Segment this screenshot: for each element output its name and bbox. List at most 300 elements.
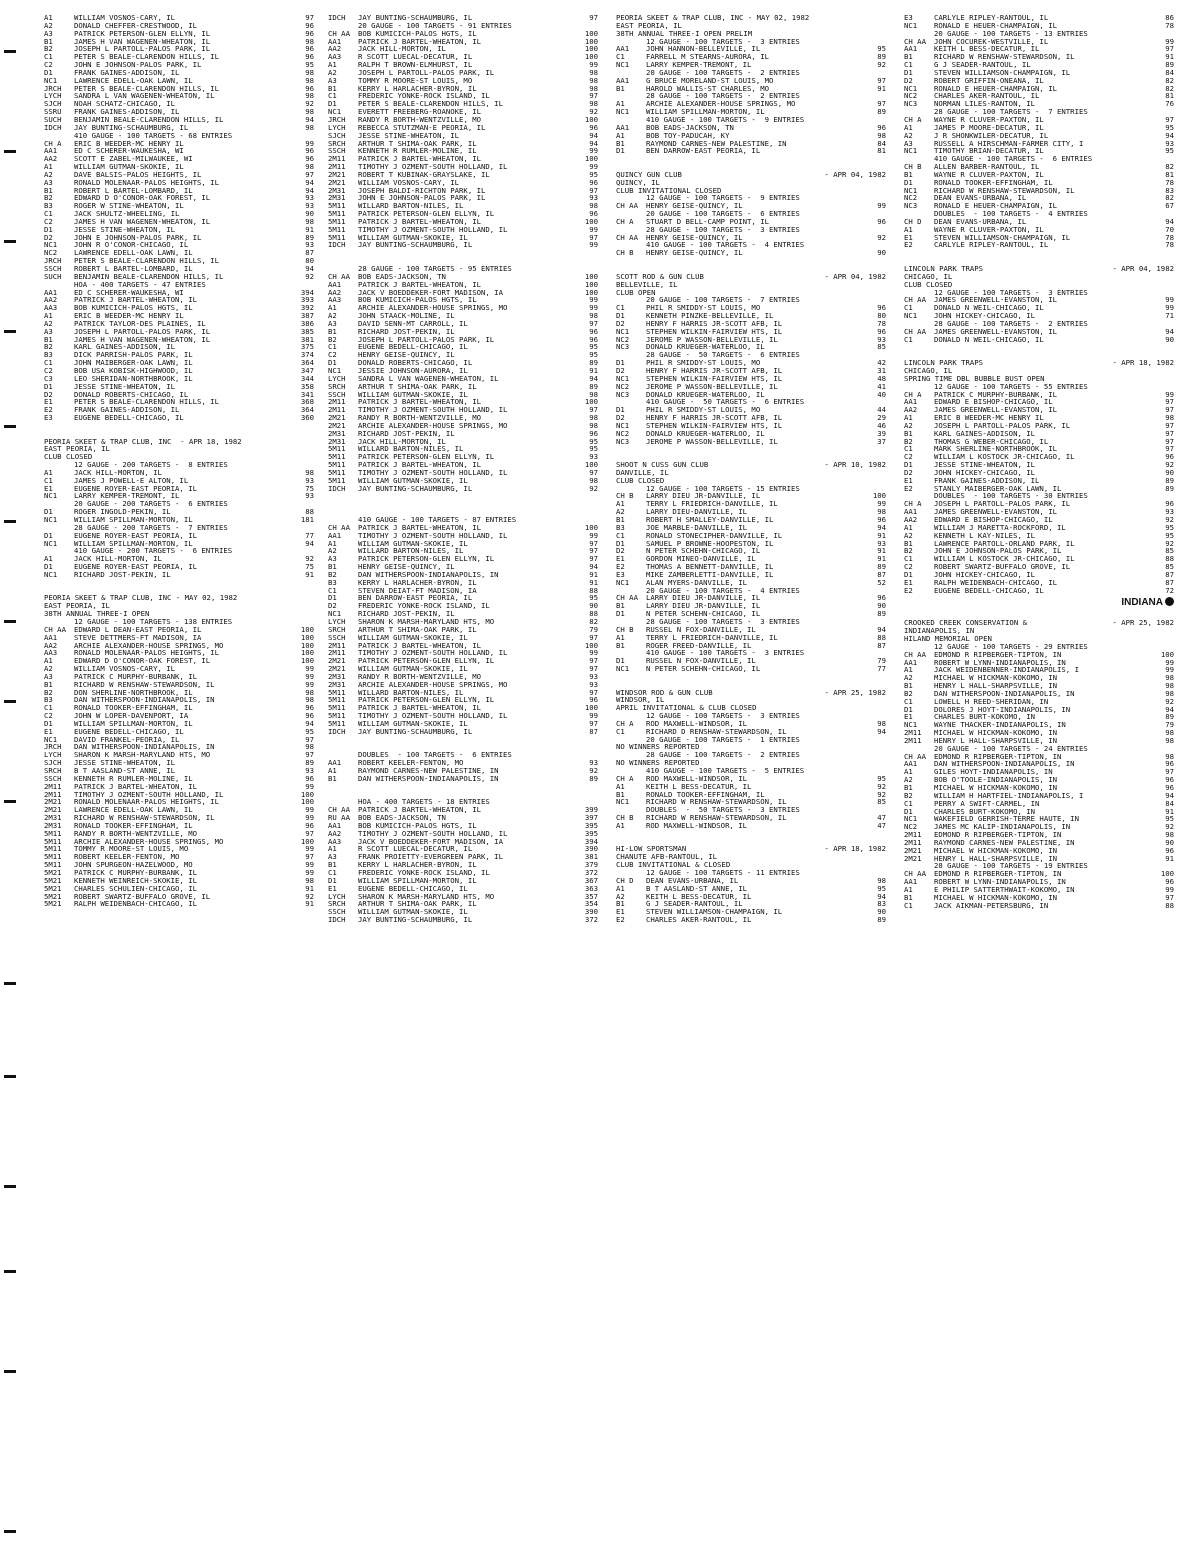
shooter-name: ARCHIE ALEXANDER-HOUSE SPRINGS, MO — [358, 680, 508, 689]
event-heading-text: 12 GAUGE - 100 TARGETS - 3 ENTRIES — [646, 712, 800, 720]
result-row — [904, 540, 1174, 548]
result-class: JRCH — [44, 84, 62, 93]
result-score: 79 — [1165, 721, 1174, 730]
result-row — [328, 845, 598, 853]
result-class: E2 — [904, 586, 913, 595]
result-class: A2 — [904, 776, 913, 784]
shooter-name: WILLIAM GUTMAN-SKOKIE, IL — [358, 233, 468, 242]
result-score: 93 — [877, 335, 886, 344]
result-class: C1 — [328, 586, 337, 595]
result-score: 90 — [1165, 838, 1174, 847]
shooter-name: STEVEN DEIAT-FT MADISON, IA — [358, 586, 477, 595]
result-row — [904, 651, 1174, 659]
result-row — [904, 69, 1174, 77]
shooter-name: LARRY DIEU JR-DANVILLE, IL — [646, 492, 761, 501]
result-class: NC1 — [616, 421, 630, 430]
shooter-name: TIMOTHY J OZMENT-SOUTH HOLLAND, IL — [358, 225, 508, 234]
result-score: 87 — [877, 641, 886, 650]
result-row — [904, 831, 1174, 839]
result-score: 98 — [305, 92, 314, 101]
result-score: 82 — [1165, 76, 1174, 85]
result-row — [44, 187, 314, 195]
result-row — [616, 438, 886, 446]
shooter-name: FRANK GAINES-ADDISON, IL — [74, 68, 180, 77]
result-score: 96 — [877, 123, 886, 132]
club-heading — [616, 469, 886, 477]
result-score: 94 — [877, 727, 886, 736]
result-score: 87 — [589, 727, 598, 736]
result-row — [904, 53, 1174, 61]
result-score: 88 — [305, 508, 314, 516]
event-heading-text: DOUBLES - 100 TARGETS - 4 ENTRIES — [934, 210, 1088, 218]
shooter-name: DONALD KRUEGER-WATERLOO, IL — [646, 343, 765, 352]
shooter-name: RICHARD W RENSHAW-STEWARDSON, IL — [646, 798, 787, 807]
result-row — [904, 461, 1174, 469]
event-heading-text: 410 GAUGE - 100 TARGETS - 4 ENTRIES — [646, 241, 805, 250]
result-class: E2 — [616, 916, 625, 924]
result-score: 98 — [305, 217, 314, 226]
result-class: 5M21 — [44, 884, 62, 893]
result-row — [616, 108, 886, 116]
result-class: SSCH — [328, 147, 346, 156]
result-class: IDCH — [44, 123, 62, 132]
shooter-name: STANLY MAIBERGER-OAK LAWN, IL — [934, 484, 1062, 493]
result-class: SSCH — [328, 908, 346, 917]
result-score: 97 — [589, 555, 598, 564]
event-heading — [328, 798, 598, 806]
result-row — [328, 108, 598, 116]
result-class: NC1 — [616, 798, 630, 807]
result-row — [904, 312, 1174, 320]
result-row — [44, 492, 314, 500]
result-row — [328, 563, 598, 571]
shooter-name: PATRICK PETERSON-GLEN ELLYN, IL — [358, 555, 495, 564]
result-row — [616, 367, 886, 375]
result-score: 90 — [1165, 468, 1174, 477]
shooter-name: PATRICK C MURPHY-BURBANK, IL — [934, 390, 1058, 399]
result-row — [328, 775, 598, 783]
event-heading-text: 410 GAUGE - 100 TARGETS - 9 ENTRIES — [646, 115, 805, 124]
event-heading — [328, 751, 598, 759]
result-row — [616, 814, 886, 822]
result-row — [904, 469, 1174, 477]
event-heading — [44, 281, 314, 289]
shooter-name: WILLARD BARTON-NILES, IL — [358, 202, 464, 211]
shooter-name: PATRICK J BARTEL-WHEATON, IL — [74, 782, 198, 791]
result-class: NC1 — [616, 374, 630, 383]
result-class: 5M11 — [328, 453, 346, 462]
result-class: NC1 — [904, 186, 918, 195]
result-class: D1 — [44, 68, 53, 77]
result-row — [328, 30, 598, 38]
result-class: B1 — [904, 539, 913, 548]
result-class: B1 — [616, 602, 625, 611]
result-score: 88 — [589, 610, 598, 618]
result-row — [904, 555, 1174, 563]
result-score: 100 — [300, 657, 314, 666]
result-class: 2M31 — [328, 672, 346, 681]
shooter-name: RICHARD W RENSHAW-STEWARDSON, IL — [934, 186, 1075, 195]
shooter-name: BEN DARROW-EAST PEORIA, IL — [358, 594, 473, 603]
event-heading-text: 410 GAUGE - 100 TARGETS - 68 ENTRIES — [74, 131, 233, 140]
event-heading — [616, 869, 886, 877]
shooter-name: TOMMY R MOORE-ST LOUIS, MO — [74, 845, 189, 854]
result-class: C2 — [328, 351, 337, 360]
result-row — [328, 806, 598, 814]
result-row — [44, 649, 314, 657]
result-row — [616, 900, 886, 908]
result-score: 94 — [305, 539, 314, 548]
result-row — [44, 759, 314, 767]
result-class: 2M21 — [904, 846, 922, 855]
result-score: 89 — [877, 610, 886, 618]
result-score: 390 — [584, 845, 598, 854]
shooter-name: PATRICK PETERSON-GLEN ELLYN, IL — [358, 696, 495, 705]
shooter-name: DONALD CHEFFER-CRESTWOOD, IL — [74, 21, 198, 30]
result-row — [328, 147, 598, 155]
result-score: 385 — [300, 327, 314, 336]
result-class: D1 — [44, 719, 53, 728]
spacer — [44, 430, 314, 438]
result-score: 379 — [584, 861, 598, 869]
result-row — [904, 682, 1174, 690]
result-score: 93 — [589, 194, 598, 203]
result-class: 2M21 — [328, 665, 346, 673]
result-row — [904, 116, 1174, 124]
shooter-name: KENNETH PINZKE-BELLEVILLE, IL — [646, 312, 774, 320]
result-row — [328, 61, 598, 69]
result-score: 99 — [1165, 304, 1174, 313]
result-row — [328, 610, 598, 618]
result-score: 92 — [877, 782, 886, 791]
result-class: A2 — [904, 131, 913, 140]
result-score: 99 — [877, 500, 886, 509]
result-row — [904, 194, 1174, 202]
result-score: 93 — [1165, 508, 1174, 516]
event-heading-text: 28 GAUGE - 100 TARGETS - 3 ENTRIES — [646, 225, 800, 234]
shooter-name: BENJAMIN BEALE-CLARENDON HILLS, IL — [74, 115, 224, 124]
result-class: CH A — [616, 719, 634, 728]
result-class: 5M11 — [328, 696, 346, 705]
result-score: 98 — [589, 68, 598, 77]
shooter-name: PATRICK J BARTEL-WHEATON, IL — [358, 704, 482, 713]
result-score: 97 — [589, 14, 598, 22]
event-heading-text: 410 GAUGE - 100 TARGETS - 3 ENTRIES — [646, 649, 805, 658]
result-row — [904, 226, 1174, 234]
result-class: D1 — [328, 359, 337, 367]
result-score: 99 — [305, 861, 314, 869]
result-row — [616, 45, 886, 53]
result-row — [904, 171, 1174, 179]
result-row — [328, 69, 598, 77]
club-heading — [904, 627, 1174, 635]
result-row — [904, 234, 1174, 242]
shooter-name: B T AASLAND-ST ANNE, IL — [74, 767, 176, 775]
result-class: B1 — [616, 516, 625, 524]
result-class: SSCH — [328, 390, 346, 399]
result-class: SRCH — [328, 625, 346, 634]
shooter-name: HENRY F HARRIS JR-SCOTT AFB, IL — [646, 319, 783, 328]
result-class: D2 — [904, 468, 913, 477]
result-score: 89 — [877, 53, 886, 62]
event-heading — [616, 351, 886, 359]
result-class: C1 — [904, 335, 913, 344]
shooter-name: JACK SHULTZ-WHEELING, IL — [74, 210, 180, 218]
result-row — [328, 822, 598, 830]
result-row — [328, 351, 598, 359]
result-row — [44, 877, 314, 885]
result-row — [616, 336, 886, 344]
shooter-name: EUGENE BEDELL-CHICAGO, IL — [74, 414, 184, 422]
event-heading — [44, 500, 314, 508]
result-class: C1 — [328, 92, 337, 101]
result-score: 94 — [305, 186, 314, 195]
shooter-name: JACK HILL-MORTON, IL — [358, 437, 446, 446]
shooter-name: EDWARD E BISHOP-CHICAGO, IL — [934, 398, 1053, 407]
event-heading-text: 20 GAUGE - 100 TARGETS - 6 ENTRIES — [646, 210, 800, 218]
event-heading — [616, 806, 886, 814]
shooter-name: JOSEPH L PARTOLL-PALOS PARK, IL — [74, 45, 211, 54]
club-heading — [616, 696, 886, 704]
result-class: SSRU — [44, 108, 62, 116]
result-row — [616, 312, 886, 320]
event-heading-text: 20 GAUGE - 100 TARGETS - 2 ENTRIES — [646, 68, 800, 77]
result-row — [44, 30, 314, 38]
result-class: D2 — [616, 366, 625, 375]
event-heading-text: 20 GAUGE - 100 TARGETS - 24 ENTRIES — [934, 744, 1088, 753]
spacer — [328, 743, 598, 751]
result-score: 89 — [305, 759, 314, 767]
club-heading-text: CROOKED CREEK CONSERVATION & — [904, 619, 1028, 628]
shooter-name: FREDERIC YONKE-ROCK ISLAND, IL — [358, 92, 490, 101]
result-class: B1 — [904, 53, 913, 62]
shooter-name: EUGENE BEDELL-CHICAGO, IL — [74, 727, 184, 736]
result-score: 89 — [877, 916, 886, 924]
result-class: 2M31 — [328, 437, 346, 446]
result-class: B2 — [44, 45, 53, 54]
shooter-name: PETER S BEALE-CLARENDON HILLS, IL — [74, 398, 219, 407]
shooter-name: DONALD ROBERTS-CHICAGO, IL — [358, 359, 473, 367]
shooter-name: PETER S BEALE-CLARENDON HILLS, IL — [74, 257, 219, 265]
result-row — [616, 320, 886, 328]
result-row — [44, 320, 314, 328]
result-class: 2M31 — [328, 186, 346, 195]
shooter-name: PATRICK TAYLOR-DES PLAINES, IL — [74, 319, 206, 328]
result-row — [328, 281, 598, 289]
event-heading — [44, 132, 314, 140]
shooter-name: JACK V BOEDDEKER-FORT MADISON, IA — [358, 837, 503, 846]
event-heading — [616, 736, 886, 744]
result-class: NC2 — [616, 429, 630, 438]
result-class: C1 — [44, 704, 53, 713]
result-row — [904, 45, 1174, 53]
result-score: 80 — [877, 312, 886, 320]
result-score: 96 — [305, 704, 314, 713]
result-score: 92 — [305, 100, 314, 109]
result-class: B2 — [904, 547, 913, 556]
result-class: A3 — [328, 555, 337, 564]
result-class: SSCH — [328, 633, 346, 642]
result-row — [616, 359, 886, 367]
result-score: 93 — [589, 672, 598, 681]
result-class: AA1 — [904, 658, 918, 667]
result-score: 99 — [305, 845, 314, 854]
result-score: 375 — [300, 343, 314, 352]
result-score: 98 — [305, 37, 314, 46]
event-heading — [616, 116, 886, 124]
result-row — [44, 155, 314, 163]
result-class: AA1 — [328, 531, 342, 540]
result-row — [616, 610, 886, 618]
result-class: D2 — [616, 414, 625, 422]
shooter-name: RUSSEL N FOX-DANVILLE, IL — [646, 625, 756, 634]
shooter-name: JESSE STINE-WHEATON, IL — [74, 382, 176, 391]
result-score: 98 — [589, 421, 598, 430]
result-class: CH AA — [328, 523, 350, 532]
event-heading-text: HOA - 400 TARGETS - 18 ENTRIES — [358, 798, 490, 807]
shooter-name: DAN WITHERSPOON-INDIANAPOLIS, IN — [358, 774, 499, 783]
shooter-name: JAY BUNTING-SCHAUMBURG, IL — [358, 916, 473, 924]
shooter-name: G BRUCE MORELAND-ST LOUIS, MO — [646, 76, 774, 85]
result-score: 90 — [1165, 335, 1174, 344]
result-row — [44, 736, 314, 744]
results-column-3 — [616, 14, 886, 924]
shooter-name: EDMOND R RIPBERGER-TIPTON, IN — [934, 870, 1062, 879]
result-class: NC1 — [904, 312, 918, 320]
result-row — [44, 540, 314, 548]
shooter-name: JACK HILL-MORTON, IL — [74, 468, 162, 477]
result-row — [904, 713, 1174, 721]
result-row — [904, 706, 1174, 714]
result-row — [328, 155, 598, 163]
result-class: D1 — [328, 594, 337, 603]
result-row — [328, 38, 598, 46]
result-class: 2M21 — [328, 178, 346, 187]
club-heading — [616, 179, 886, 187]
shooter-name: JOSEPH L PARTOLL-PALOS PARK, IL — [358, 335, 495, 344]
shooter-name: FRANK PROIETTY-EVERGREEN PARK, IL — [358, 853, 503, 862]
result-row — [328, 359, 598, 367]
result-class: B2 — [328, 570, 337, 579]
club-heading — [44, 445, 314, 453]
event-heading — [616, 194, 886, 202]
result-row — [44, 312, 314, 320]
result-class: CH A — [616, 217, 634, 226]
shooter-name: MICHAEL W HICKMAN-KOKOMO, IN — [934, 846, 1058, 855]
result-row — [44, 359, 314, 367]
shooter-name: STEVEN WILLIAMSON-CHAMPAIGN, IL — [646, 908, 783, 917]
result-score: 97 — [589, 539, 598, 548]
result-class: CH AA — [904, 37, 926, 46]
result-class: 2M21 — [328, 414, 346, 422]
result-class: 5M11 — [44, 861, 62, 869]
shooter-name: JEROME P WASSON-BELLEVILLE, IL — [646, 382, 778, 391]
result-row — [616, 634, 886, 642]
shooter-name: JEROME P WASSON-BELLEVILLE, IL — [646, 335, 778, 344]
club-heading-text: HI-LOW SPORTSMAN — [616, 845, 687, 854]
result-class: 2M11 — [328, 649, 346, 658]
result-score: 97 — [1165, 768, 1174, 777]
shooter-name: DONALD N WEIL-CHICAGO, IL — [934, 304, 1044, 313]
result-score: 98 — [1165, 674, 1174, 683]
result-row — [328, 861, 598, 869]
result-row — [328, 336, 598, 344]
spacer — [616, 453, 886, 461]
result-row — [44, 626, 314, 634]
result-class: 5M11 — [328, 476, 346, 485]
shooter-name: EDWARD L DEAN-EAST PEORIA, IL — [74, 625, 202, 634]
result-class: NC1 — [328, 610, 342, 618]
shooter-name: PATRICK J BARTEL-WHEATON, IL — [358, 398, 482, 407]
result-row — [904, 124, 1174, 132]
result-row — [44, 642, 314, 650]
result-class: 5M21 — [44, 892, 62, 901]
result-row — [616, 594, 886, 602]
shooter-name: JOHN MAIBERGER-OAK LAWN, IL — [74, 359, 193, 367]
shooter-name: TIMOTHY J OZMENT-SOUTH HOLLAND, IL — [358, 468, 508, 477]
shooter-name: JAY BUNTING-SCHAUMBURG, IL — [358, 241, 473, 250]
result-row — [904, 163, 1174, 171]
result-class: CH B — [616, 814, 634, 822]
result-score: 91 — [305, 884, 314, 893]
shooter-name: JOHN COCUREK-WESTVILLE, IL — [934, 37, 1049, 46]
result-score: 91 — [305, 570, 314, 579]
result-class: A1 — [616, 884, 625, 893]
club-heading — [616, 461, 886, 469]
result-score: 39 — [877, 429, 886, 438]
result-row — [616, 783, 886, 791]
shooter-name: RONALD STONECIPHER-DANVILLE, IL — [646, 531, 783, 540]
result-row — [328, 453, 598, 461]
result-score: 97 — [1165, 45, 1174, 54]
club-heading-text: CLUB CLOSED — [904, 280, 953, 289]
shooter-name: JACK AIKMAN-PETERSBURG, IN — [934, 901, 1049, 910]
shooter-name: EUGENE ROYER-EAST PEORIA, IL — [74, 531, 198, 540]
result-row — [44, 681, 314, 689]
result-score: 92 — [1165, 539, 1174, 548]
shooter-name: BOB KUMICICH-PALOS HGTS, IL — [358, 29, 477, 38]
shooter-name: CHARLES BURT-KOKOMO, IN — [934, 807, 1036, 816]
result-score: 99 — [305, 868, 314, 877]
result-row — [44, 571, 314, 579]
result-row — [44, 696, 314, 704]
shooter-name: JAMES H VAN WAGENEN-WHEATON, IL — [74, 335, 211, 344]
shooter-name: JOHN SPURGEON-HAZELWOOD, MO — [74, 861, 193, 869]
results-column-4 — [904, 14, 1174, 910]
shooter-name: RONALD MOLENAAR-PALOS HEIGHTS, IL — [74, 649, 219, 658]
result-class: NC2 — [616, 382, 630, 391]
event-heading — [904, 643, 1174, 651]
spacer — [328, 257, 598, 265]
shooter-name: B T AASLAND-ST ANNE, IL — [646, 884, 748, 893]
result-row — [328, 296, 598, 304]
result-score: 94 — [1165, 131, 1174, 140]
result-score: 94 — [589, 374, 598, 383]
result-row — [328, 587, 598, 595]
result-row — [616, 414, 886, 422]
shooter-name: RICHARD JOST-PEKIN, IL — [358, 610, 455, 618]
result-class: AA2 — [904, 516, 918, 524]
shooter-name: LAWRENCE EDELL-OAK LAWN, IL — [74, 249, 193, 258]
club-heading-text: PEORIA SKEET & TRAP CLUB, INC - MAY 02, 1982 — [44, 594, 238, 603]
bullet-icon — [1165, 597, 1174, 606]
result-row — [616, 524, 886, 532]
result-class: A1 — [904, 768, 913, 777]
shooter-name: WILLIAM GUTMAN-SKOKIE, IL — [358, 390, 468, 399]
result-class: A1 — [904, 414, 913, 422]
result-class: C1 — [328, 868, 337, 877]
result-row — [44, 273, 314, 281]
